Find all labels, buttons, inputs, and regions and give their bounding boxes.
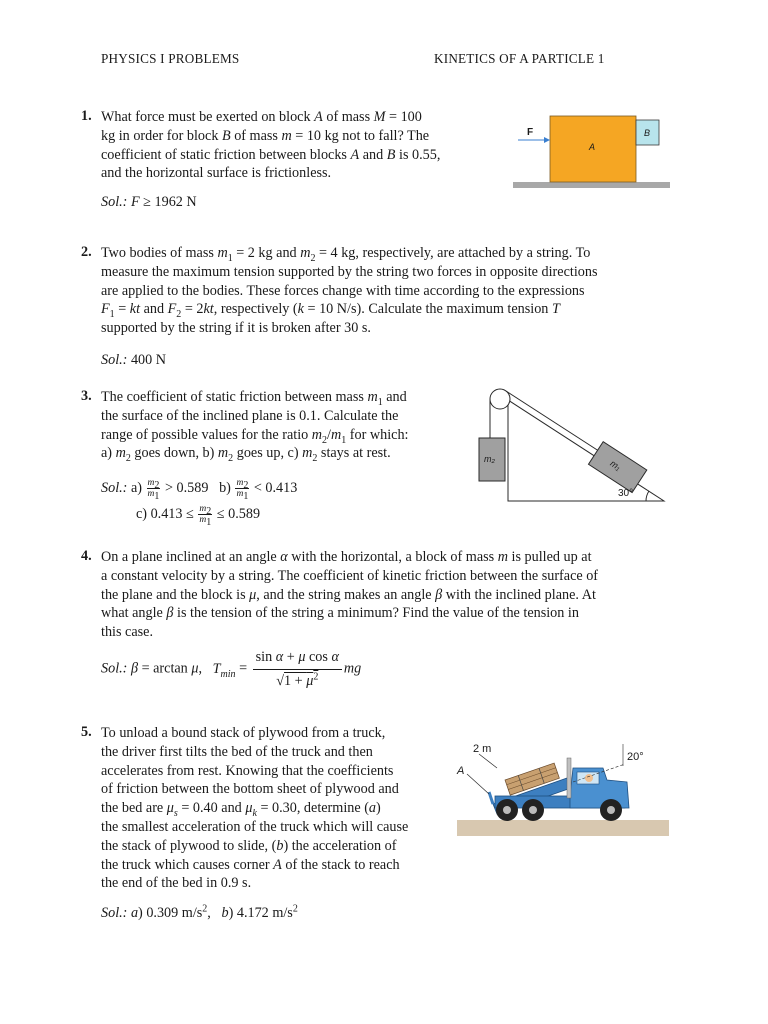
p5-line2: the driver first tilts the bed of the truck and then (101, 743, 373, 760)
p2-line5: supported by the string if it is broken after 30 s. (101, 320, 371, 337)
p1-line4: and the horizontal surface is frictionless. (101, 165, 332, 182)
problem-3-solution-c: c) 0.413 ≤ $\frac{m_2}{m_1}$ ≤ 0.589 (136, 504, 261, 528)
p4-sol-label: Sol.: (101, 660, 128, 677)
p2-sol-value: 400 N (130, 352, 167, 368)
problem-1-solution: Sol.: F ≥ 1962 N (101, 194, 197, 210)
p1-line1: What force must be exerted on block A of mass M = 100 (101, 109, 422, 125)
problem-4-solution: Sol.: β = arctan μ, $T_{min}$ = $\frac{\text{sin α + μ cos α}}{√1 + \mu^2}$ mg (101, 649, 362, 689)
corner-a-label: A (457, 765, 465, 777)
p2-line3: are applied to the bodies. These forces change with time according to the expressions (101, 282, 585, 299)
exhaust (567, 758, 571, 798)
ground (457, 820, 669, 836)
p4-line1: On a plane inclined at an angle α with the horizontal, a block of mass m is pulled up at (101, 549, 592, 565)
p3-line1: The coefficient of static friction between mass $m_1$ and (101, 389, 407, 408)
m2-label: m₂ (484, 454, 495, 464)
problem-5-solution: Sol.: a) 0.309 $m/s^2$, b) 4.172 $m/s^2$ (101, 903, 298, 921)
p1-sol-label: Sol.: (101, 194, 128, 210)
corner-a-leader (467, 774, 489, 794)
p5-line5: the bed are $\mu_s = 0.40$ and $\mu_k = 0.30$, determine (a) (101, 800, 381, 820)
p5-line8: the truck which causes corner A of the stack to reach (101, 856, 400, 873)
p3-line2: the surface of the inclined plane is 0.1. Calculate the (101, 407, 399, 424)
driver (585, 774, 593, 782)
block-a-label: A (589, 142, 596, 152)
p5-line4: of friction between the bottom sheet of plywood and (101, 781, 399, 798)
angle-label: 30° (618, 488, 634, 499)
p2-line4: $F_1$ = kt and $F_2 = 2kt$, respectively (k = 10 N/s). Calculate the maximum tension T (101, 301, 560, 321)
figure-1-blocks (510, 112, 675, 192)
p2-line2: measure the maximum tension supported by the string two forces in opposite directions (101, 263, 598, 280)
figure-3-incline (470, 382, 670, 510)
bed-side (489, 792, 493, 804)
problem-1-text (101, 108, 493, 183)
p4-line3: the plane and the block is μ, and the string makes an angle β with the inclined plane. At (101, 586, 596, 603)
p5-line3: accelerates from rest. Knowing that the coefficients (101, 762, 394, 779)
p5-sol-label: Sol.: (101, 905, 128, 921)
block-b-label: B (644, 128, 651, 138)
dim-2m (479, 754, 497, 768)
p3-sol-label: Sol.: (101, 479, 128, 496)
problem-1-number: 1. (81, 108, 92, 124)
problem-3-text (101, 388, 458, 463)
problem-4-number: 4. (81, 548, 92, 564)
p3-line4: a) $m_2$ goes down, b) $m_2$ goes up, c) $m_2$ stays at rest. (101, 445, 391, 465)
p5-line7: the stack of plywood to slide, (b) the acceleration of (101, 837, 397, 854)
problem-2-number: 2. (81, 244, 92, 260)
p2-sol-label: Sol.: (101, 352, 128, 368)
problem-3-number: 3. (81, 388, 92, 404)
p5-line1: To unload a bound stack of plywood from a truck, (101, 725, 386, 741)
p5-line9: the end of the bed in 0.9 s. (101, 875, 252, 892)
p4-line2: a constant velocity by a string. The coefficient of kinetic friction between the surface of (101, 567, 599, 584)
problem-5-number: 5. (81, 724, 92, 740)
problem-2-text (101, 244, 671, 338)
force-label: F (527, 127, 534, 138)
p1-line2: kg in order for block B of mass m = 10 kg not to fall? The (101, 127, 430, 144)
p3-line3: range of possible values for the ratio $m_2/m_1$ for which: (101, 426, 409, 446)
force-arrowhead (544, 137, 550, 143)
p4-line5: this case. (101, 624, 154, 641)
problem-5-text (101, 724, 438, 893)
mass-m1-group (588, 442, 646, 493)
p1-line3: coefficient of static friction between blocks A and B is 0.55, (101, 146, 441, 163)
angle-arc (646, 491, 649, 501)
problem-3-solution-ab: Sol.: a) $\frac{m_2}{m_1}$ > 0.589 b) $\frac{m_2}{m_1}$ < 0.413 (101, 478, 298, 502)
problem-2-solution (101, 351, 166, 370)
string-to-m1 (506, 391, 605, 455)
angle-20-label: 20° (627, 751, 644, 763)
ground-bar (513, 182, 670, 188)
p5-line6: the smallest acceleration of the truck which will cause (101, 818, 409, 835)
header-right: KINETICS OF A PARTICLE 1 (434, 51, 605, 66)
header-left: PHYSICS I PROBLEMS (101, 51, 240, 66)
p4-line4: what angle β is the tension of the string a minimum? Find the value of the tension in (101, 605, 579, 622)
figure-5-truck (455, 736, 670, 840)
problem-4-text (101, 548, 671, 642)
p2-line1: Two bodies of mass $m_1 = 2$ kg and $m_2 = 4$ kg, respectively, are attached by a string. To (101, 245, 591, 264)
incline-triangle (508, 400, 664, 501)
dim-2m-label: 2 m (473, 743, 492, 755)
m1-label: m₁ (608, 458, 623, 473)
